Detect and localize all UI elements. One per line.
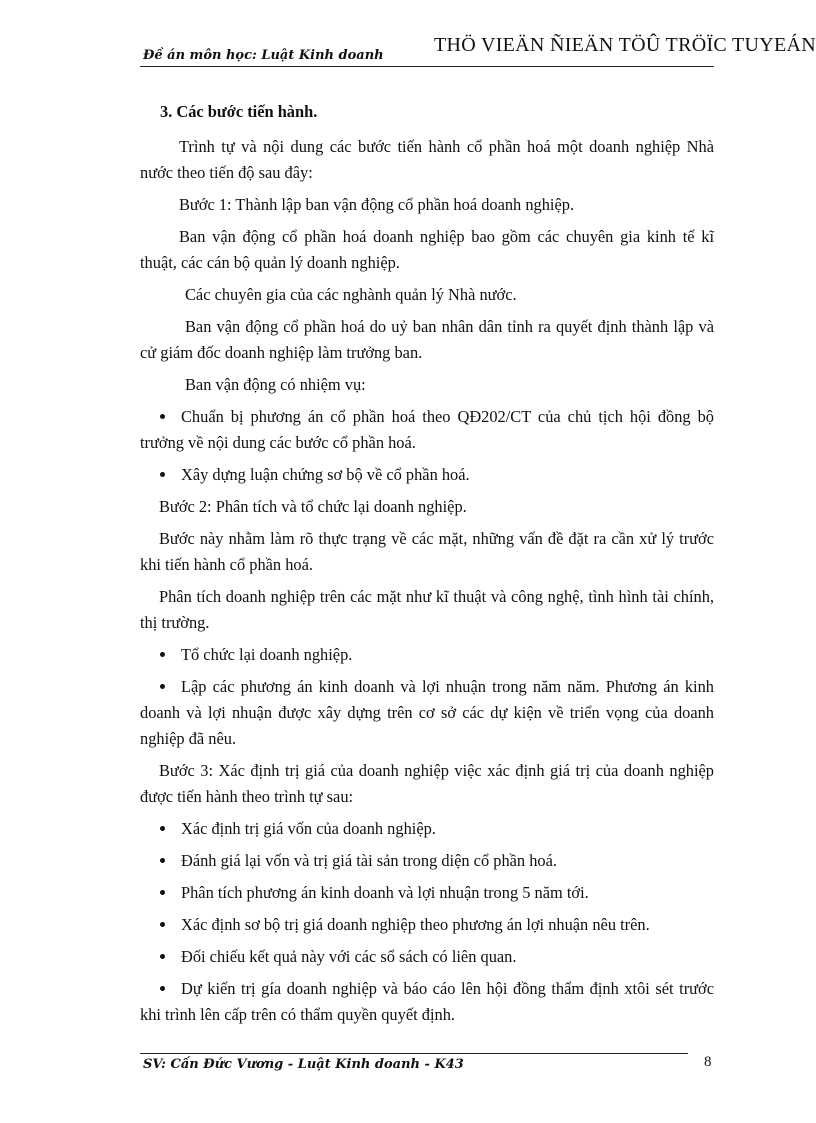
document-body	[140, 100, 714, 1034]
header-divider	[140, 66, 714, 67]
bullet-item	[140, 404, 714, 456]
paragraph: Ban vận động cổ phần hoá do uỷ ban nhân dân tỉnh ra quyết định thành lập và cử giám đốc doanh nghiệp làm trưởng ban.	[140, 317, 714, 362]
paragraph: Phân tích doanh nghiệp trên các mặt như kĩ thuật và công nghệ, tình hình tài chính, thị trường.	[140, 587, 714, 632]
step-2-title: Bước 2: Phân tích và tổ chức lại doanh nghiệp.	[159, 497, 467, 516]
bullet-item	[140, 976, 714, 1028]
bullet-icon	[160, 462, 181, 488]
bullet-text: Xác định trị giá vốn của doanh nghiệp.	[181, 819, 436, 838]
bullet-item	[140, 462, 714, 488]
bullet-text: Tổ chức lại doanh nghiệp.	[181, 645, 353, 664]
bullet-item	[140, 912, 714, 938]
bullet-icon	[160, 404, 181, 430]
bullet-icon	[160, 674, 181, 700]
paragraph: Các chuyên gia của các nghành quản lý Nhà nước.	[185, 285, 517, 304]
bullet-item	[140, 880, 714, 906]
paragraph: Ban vận động có nhiệm vụ:	[185, 375, 366, 394]
bullet-item	[140, 848, 714, 874]
bullet-icon	[160, 944, 181, 970]
bullet-icon	[160, 642, 181, 668]
page-number: 8	[704, 1054, 712, 1070]
step-3-title: Bước 3: Xác định trị giá của doanh nghiệp việc xác định giá trị của doanh nghiệp được tiến hành theo trình tự sau:	[140, 761, 714, 806]
bullet-item	[140, 674, 714, 752]
step-1-title: Bước 1: Thành lập ban vận động cổ phần hoá doanh nghiệp.	[179, 195, 575, 214]
bullet-icon	[160, 848, 181, 874]
bullet-item	[140, 944, 714, 970]
bullet-text: Đối chiếu kết quả này với các sổ sách có liên quan.	[181, 947, 517, 966]
bullet-item	[140, 816, 714, 842]
paragraph: Trình tự và nội dung các bước tiến hành cổ phần hoá một doanh nghiệp Nhà nước theo tiến độ sau đây:	[140, 137, 714, 182]
footer-author: SV: Cấn Đức Vương - Luật Kinh doanh - K43	[143, 1057, 464, 1072]
bullet-item	[140, 642, 714, 668]
bullet-text: Phân tích phương án kinh doanh và lợi nhuận trong 5 năm tới.	[181, 883, 589, 902]
bullet-icon	[160, 880, 181, 906]
bullet-text: Xác định sơ bộ trị giá doanh nghiệp theo phương án lợi nhuận nêu trên.	[181, 915, 650, 934]
paragraph: Bước này nhằm làm rõ thực trạng về các mặt, những vấn đề đặt ra cần xử lý trước khi tiến hành cổ phần hoá.	[140, 529, 714, 574]
bullet-text: Xây dựng luận chứng sơ bộ về cổ phần hoá.	[181, 465, 470, 484]
bullet-icon	[160, 816, 181, 842]
bullet-icon	[160, 976, 181, 1002]
bullet-text: Lập các phương án kinh doanh và lợi nhuận trong năm năm. Phương án kinh doanh và lợi nhuận được xây dựng trên cơ sở các dự kiện về triển vọng của doanh nghiệp đã nêu.	[140, 677, 714, 748]
bullet-text: Chuẩn bị phương án cổ phần hoá theo QĐ202/CT của chủ tịch hội đồng bộ trưởng về nội dung các bước cổ phần hoá.	[140, 407, 714, 452]
section-heading: 3. Các bước tiến hành.	[160, 102, 318, 121]
bullet-text: Đánh giá lại vốn và trị giá tài sản trong diện cổ phần hoá.	[181, 851, 557, 870]
header-library-title: THÖ VIEÄN ÑIEÄN TÖÛ TRÖÏC TUYEÁN	[434, 34, 816, 56]
bullet-icon	[160, 912, 181, 938]
footer-divider	[140, 1053, 688, 1054]
bullet-text: Dự kiến trị gía doanh nghiệp và báo cáo lên hội đồng thẩm định xtôi sét trước khi trình lên cấp trên có thẩm quyền quyết định.	[140, 979, 714, 1024]
paragraph: Ban vận động cổ phần hoá doanh nghiệp bao gồm các chuyên gia kinh tế kĩ thuật, các cán bộ quản lý doanh nghiệp.	[140, 227, 714, 272]
header-course-title: Đề án môn học: Luật Kinh doanh	[143, 48, 384, 63]
